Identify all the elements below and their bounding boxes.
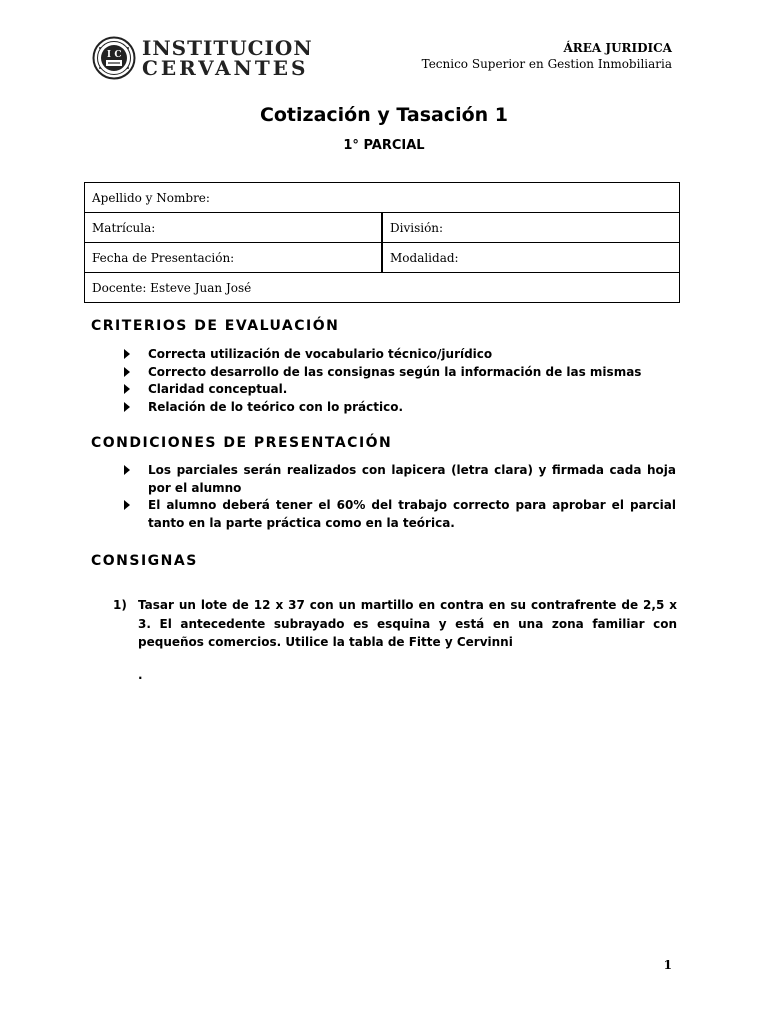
document-subtitle: 1° PARCIAL — [343, 138, 425, 153]
header-right — [422, 41, 672, 71]
criterios-list — [124, 346, 676, 416]
list-item-text: Correcta utilización de vocabulario técnico/jurídico — [148, 347, 493, 361]
list-item-text: Relación de lo teórico con lo práctico. — [148, 399, 404, 414]
consigna-number: 1) — [113, 598, 127, 612]
consignas-heading: CONSIGNAS — [91, 553, 198, 569]
form-row — [85, 213, 679, 243]
form-row — [85, 183, 679, 213]
bullet-arrow-icon — [124, 367, 130, 377]
logo-line-1: INSTITUCION — [142, 36, 313, 60]
condiciones-heading: CONDICIONES DE PRESENTACIÓN — [91, 435, 393, 451]
area-label: ÁREA JURIDICA — [563, 41, 672, 55]
svg-text:C: C — [114, 50, 122, 60]
apellido-field: Apellido y Nombre: — [92, 190, 210, 205]
modalidad-field: Modalidad: — [390, 250, 459, 265]
list-item — [124, 381, 676, 399]
list-item-text: Claridad conceptual. — [148, 382, 288, 396]
svg-text:I: I — [106, 50, 112, 60]
matricula-field: Matrícula: — [85, 213, 383, 242]
consigna-text: Tasar un lote de 12 x 37 con un martillo en contra en su contrafrente de 2,5 x 3. El antecedente subrayado es esquina y está en una zona familiar con pequeños comercios. Utilice la tabla de Fitte y Cervinni — [138, 598, 677, 649]
consigna-item — [113, 596, 677, 652]
list-item — [124, 364, 676, 382]
list-item-text: El alumno deberá tener el 60% del trabajo correcto para aprobar el parcial tanto en la parte práctica como en la teórica. — [148, 498, 676, 530]
list-item-text: Correcto desarrollo de las consignas según la información de las mismas — [148, 364, 642, 379]
bullet-arrow-icon — [124, 465, 130, 475]
student-info-table — [84, 182, 680, 303]
form-row — [85, 273, 679, 302]
list-item-text: Los parciales serán realizados con lapicera (letra clara) y firmada cada hoja por el alumno — [148, 463, 676, 495]
page-number: 1 — [663, 958, 672, 972]
institution-logo — [92, 36, 313, 80]
list-item — [124, 462, 676, 497]
trailing-period: . — [138, 668, 143, 682]
logo-line-2: CERVANTES — [142, 56, 309, 80]
bullet-arrow-icon — [124, 384, 130, 394]
division-field: División: — [390, 220, 444, 235]
fecha-field: Fecha de Presentación: — [85, 243, 383, 272]
bullet-arrow-icon — [124, 402, 130, 412]
criterios-heading: CRITERIOS DE EVALUACIÓN — [91, 318, 340, 334]
bullet-arrow-icon — [124, 349, 130, 359]
docente-field: Docente: Esteve Juan José — [92, 280, 252, 295]
document-title: Cotización y Tasación 1 — [259, 104, 509, 126]
condiciones-list — [124, 462, 676, 532]
list-item — [124, 399, 676, 417]
list-item — [124, 497, 676, 532]
institution-seal-icon — [92, 36, 136, 80]
bullet-arrow-icon — [124, 500, 130, 510]
form-row — [85, 243, 679, 273]
list-item — [124, 346, 676, 364]
career-label: Tecnico Superior en Gestion Inmobiliaria — [421, 57, 672, 71]
